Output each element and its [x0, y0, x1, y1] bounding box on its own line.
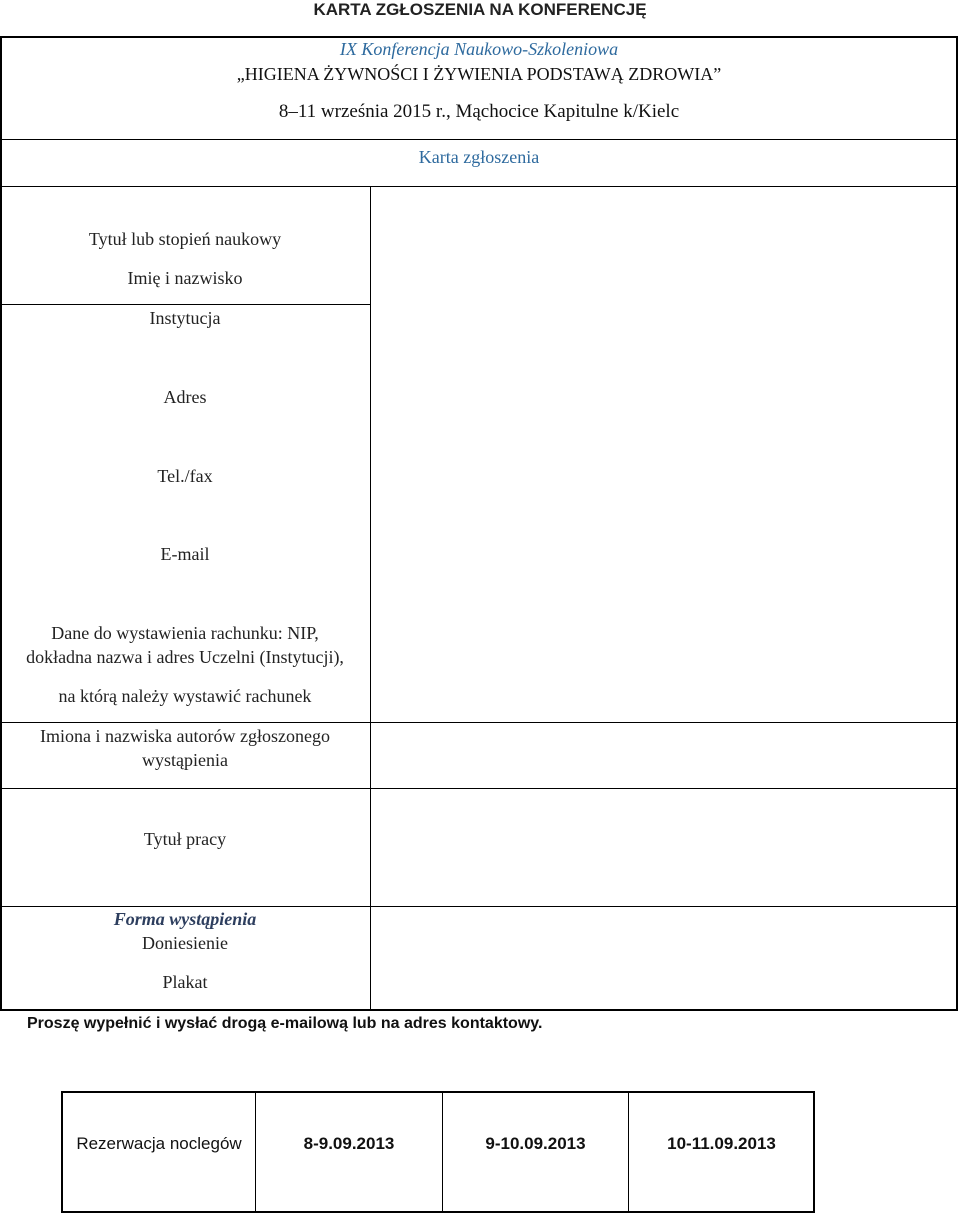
invoice-label-line-3: na którą należy wystawić rachunek — [58, 686, 312, 706]
invoice-label-line-1: Dane do wystawienia rachunku: NIP, — [51, 623, 319, 643]
divider-authors-row — [0, 788, 958, 789]
accommodation-label: Rezerwacja noclegów — [76, 1134, 242, 1153]
divider-invoice-row — [0, 722, 958, 723]
instructions-text: Proszę wypełnić i wysłać drogą e-mailową lub na adres kontaktowy. — [27, 1015, 543, 1032]
presentation-form-input-area[interactable] — [372, 908, 955, 1008]
option-poster[interactable]: Plakat — [162, 972, 208, 992]
divider-card-label — [0, 186, 958, 187]
form-border-bottom — [0, 1009, 958, 1011]
conference-name: IX Konferencja Naukowo-Szkoleniowa — [339, 39, 619, 59]
invoice-label-line-2: dokładna nazwa i adres Uczelni (Instytucji), — [26, 647, 344, 667]
institution-label: Instytucja — [149, 308, 221, 328]
work-title-input-area[interactable] — [372, 790, 955, 905]
name-label: Imię i nazwisko — [127, 268, 243, 288]
option-report[interactable]: Doniesienie — [142, 933, 228, 953]
card-label: Karta zgłoszenia — [418, 147, 540, 167]
divider-header — [0, 139, 958, 140]
accommodation-date-2[interactable]: 9-10.09.2013 — [485, 1134, 586, 1153]
form-border-left — [0, 36, 2, 1011]
address-label: Adres — [163, 387, 207, 407]
form-border-right — [956, 36, 958, 1011]
authors-label-line-2: wystąpienia — [142, 750, 228, 770]
form-title: KARTA ZGŁOSZENIA NA KONFERENCJĘ — [313, 0, 647, 19]
authors-label-line-1: Imiona i nazwiska autorów zgłoszonego — [40, 726, 330, 746]
accommodation-date-1[interactable]: 8-9.09.2013 — [303, 1134, 395, 1153]
authors-input-area[interactable] — [372, 724, 955, 787]
divider-name-row — [0, 304, 371, 305]
work-title-label: Tytuł pracy — [143, 829, 227, 849]
column-divider — [370, 186, 371, 1010]
academic-title-label: Tytuł lub stopień naukowy — [88, 229, 282, 249]
email-label: E-mail — [160, 544, 210, 564]
accommodation-date-3[interactable]: 10-11.09.2013 — [667, 1134, 776, 1153]
conference-dates: 8–11 września 2015 r., Mąchocice Kapitulne k/Kielc — [278, 101, 680, 122]
divider-title-row — [0, 906, 958, 907]
personal-data-input-area[interactable] — [372, 188, 955, 721]
conference-theme: „HIGIENA ŻYWNOŚCI I ŻYWIENIA PODSTAWĄ ZDROWIA” — [236, 64, 722, 84]
presentation-form-label: Forma wystąpienia — [113, 909, 257, 929]
phone-fax-label: Tel./fax — [157, 466, 213, 486]
